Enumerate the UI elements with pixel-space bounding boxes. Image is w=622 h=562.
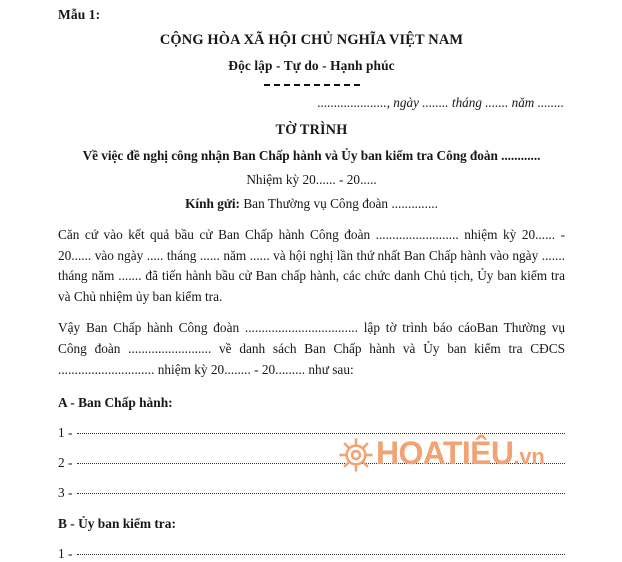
body-paragraph-1: Căn cứ vào kết quả bầu cử Ban Chấp hành Công đoàn ......................... nhiệm kỳ 20...... - 20...... vào ngày ..... tháng ...... năm ...... và hội nghị lần thứ nhất Ban Chấp hành vào ngày ....... tháng năm ....... đã tiến hành bầu cử Ban chấp hành, các chức danh Chủ tịch, Ủy ban kiểm tra và Chủ nhiệm ủy ban kiểm tra. xyxy=(58,227,565,304)
section-heading-a: A - Ban Chấp hành: xyxy=(58,395,173,411)
body-paragraph-2: Vậy Ban Chấp hành Công đoàn .................................. lập tờ trình báo cáoBan Thường vụ Công đoàn ......................... về danh sách Ban Chấp hành và Ủy ban kiểm tra CĐCS ............................. nhiệm kỳ 20........ - 20......... như sau: xyxy=(58,320,565,377)
form-label: Mẫu 1: xyxy=(58,7,101,22)
list-item xyxy=(58,454,565,471)
entry-dotted-blank[interactable] xyxy=(77,454,565,467)
list-item xyxy=(58,484,565,501)
entry-number: 3 - xyxy=(58,485,73,501)
entry-number: 1 - xyxy=(58,546,73,562)
document-subject: Về việc đề nghị công nhận Ban Chấp hành và Ủy ban kiểm tra Công đoàn ............ xyxy=(82,148,541,163)
entry-dotted-blank[interactable] xyxy=(77,424,565,437)
divider-line xyxy=(264,84,360,86)
motto-divider xyxy=(58,76,565,88)
list-item xyxy=(58,424,565,441)
national-motto: Độc lập - Tự do - Hạnh phúc xyxy=(228,58,395,73)
addressee-label: Kính gửi: xyxy=(185,196,240,211)
addressee-line xyxy=(58,196,565,212)
watermark-brand: HOATIÊU xyxy=(376,435,514,471)
addressee-value: Ban Thường vụ Công đoàn .............. xyxy=(243,196,438,211)
term-line: Nhiệm kỳ 20...... - 20..... xyxy=(246,172,377,187)
section-heading-b: B - Ủy ban kiểm tra: xyxy=(58,516,176,532)
list-item xyxy=(58,545,565,562)
document-type-title: TỜ TRÌNH xyxy=(275,122,348,138)
date-line: ....................., ngày ........ tháng ....... năm ........ xyxy=(317,95,564,110)
entry-number: 2 - xyxy=(58,455,73,471)
watermark-tld: .vn xyxy=(513,444,545,469)
entry-dotted-blank[interactable] xyxy=(77,484,565,497)
entry-dotted-blank[interactable] xyxy=(77,545,565,558)
national-title: CỘNG HÒA XÃ HỘI CHỦ NGHĨA VIỆT NAM xyxy=(159,32,464,48)
entry-number: 1 - xyxy=(58,425,73,441)
